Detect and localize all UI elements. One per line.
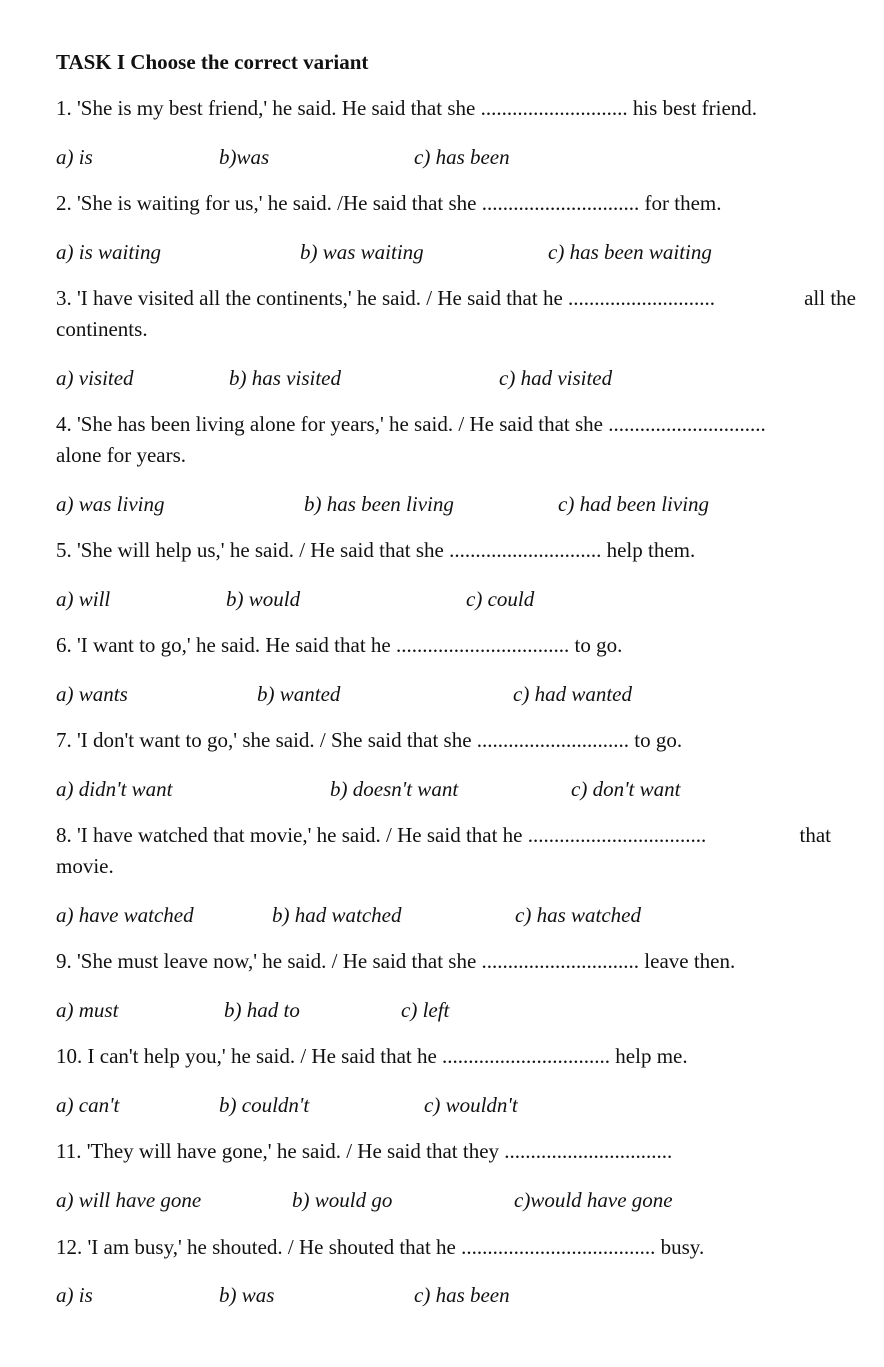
question-8-main: 8. 'I have watched that movie,' he said. / He said that he .................................. bbox=[56, 823, 707, 847]
options-3 bbox=[56, 364, 836, 392]
option-9a[interactable]: a) must bbox=[56, 998, 119, 1022]
option-9c[interactable]: c) left bbox=[401, 998, 450, 1022]
options-6 bbox=[56, 680, 836, 708]
option-1c[interactable]: c) has been bbox=[414, 145, 510, 169]
question-10: 10. I can't help you,' he said. / He said that he ................................ help me. bbox=[56, 1044, 688, 1068]
option-2b[interactable]: b) was waiting bbox=[300, 240, 424, 264]
option-11b[interactable]: b) would go bbox=[292, 1188, 393, 1212]
option-6b[interactable]: b) wanted bbox=[257, 682, 341, 706]
question-4-wrap: alone for years. bbox=[56, 443, 187, 467]
option-4b[interactable]: b) has been living bbox=[304, 492, 454, 516]
option-11a[interactable]: a) will have gone bbox=[56, 1188, 202, 1212]
option-10c[interactable]: c) wouldn't bbox=[424, 1093, 518, 1117]
option-2c[interactable]: c) has been waiting bbox=[548, 240, 712, 264]
option-6a[interactable]: a) wants bbox=[56, 682, 128, 706]
task-title: TASK I Choose the correct variant bbox=[56, 50, 369, 74]
option-3c[interactable]: c) had visited bbox=[499, 366, 613, 390]
option-4a[interactable]: a) was living bbox=[56, 492, 165, 516]
option-3b[interactable]: b) has visited bbox=[229, 366, 341, 390]
question-1: 1. 'She is my best friend,' he said. He said that she ............................ his best friend. bbox=[56, 96, 758, 120]
option-8a[interactable]: a) have watched bbox=[56, 903, 194, 927]
options-10 bbox=[56, 1091, 836, 1119]
option-12b[interactable]: b) was bbox=[219, 1283, 275, 1307]
question-3-end: all the bbox=[804, 286, 856, 310]
question-11: 11. 'They will have gone,' he said. / He said that they ................................ bbox=[56, 1139, 673, 1163]
option-5c[interactable]: c) could bbox=[466, 587, 535, 611]
option-10b[interactable]: b) couldn't bbox=[219, 1093, 310, 1117]
option-1a[interactable]: a) is bbox=[56, 145, 93, 169]
options-4 bbox=[56, 490, 836, 518]
options-1 bbox=[56, 143, 836, 171]
option-2a[interactable]: a) is waiting bbox=[56, 240, 162, 264]
question-3 bbox=[56, 283, 856, 345]
question-12: 12. 'I am busy,' he shouted. / He shouted that he ..................................... busy. bbox=[56, 1235, 705, 1259]
option-9b[interactable]: b) had to bbox=[224, 998, 300, 1022]
option-4c[interactable]: c) had been living bbox=[558, 492, 710, 516]
option-5a[interactable]: a) will bbox=[56, 587, 111, 611]
question-7: 7. 'I don't want to go,' she said. / She said that she ............................. to go. bbox=[56, 728, 683, 752]
option-12c[interactable]: c) has been bbox=[414, 1283, 510, 1307]
option-11c[interactable]: c)would have gone bbox=[514, 1188, 673, 1212]
option-10a[interactable]: a) can't bbox=[56, 1093, 120, 1117]
options-8 bbox=[56, 901, 836, 929]
option-7c[interactable]: c) don't want bbox=[571, 777, 681, 801]
options-11 bbox=[56, 1186, 836, 1214]
question-8-wrap: movie. bbox=[56, 854, 114, 878]
option-8b[interactable]: b) had watched bbox=[272, 903, 402, 927]
question-4-main: 4. 'She has been living alone for years,' he said. / He said that she .............................. bbox=[56, 412, 766, 436]
question-3-wrap: continents. bbox=[56, 317, 148, 341]
option-1b[interactable]: b)was bbox=[219, 145, 270, 169]
question-2: 2. 'She is waiting for us,' he said. /He said that she .............................. for them. bbox=[56, 191, 722, 215]
question-4 bbox=[56, 409, 856, 471]
options-9 bbox=[56, 996, 836, 1024]
question-5: 5. 'She will help us,' he said. / He said that she ............................. help them. bbox=[56, 538, 696, 562]
question-6: 6. 'I want to go,' he said. He said that he ................................. to go. bbox=[56, 633, 623, 657]
option-8c[interactable]: c) has watched bbox=[515, 903, 641, 927]
option-6c[interactable]: c) had wanted bbox=[513, 682, 632, 706]
options-12 bbox=[56, 1281, 836, 1309]
question-8 bbox=[56, 820, 856, 882]
options-5 bbox=[56, 585, 836, 613]
option-12a[interactable]: a) is bbox=[56, 1283, 93, 1307]
question-9: 9. 'She must leave now,' he said. / He said that she .............................. leave then. bbox=[56, 949, 736, 973]
option-7b[interactable]: b) doesn't want bbox=[330, 777, 459, 801]
options-2 bbox=[56, 238, 836, 266]
option-7a[interactable]: a) didn't want bbox=[56, 777, 173, 801]
option-3a[interactable]: a) visited bbox=[56, 366, 134, 390]
question-3-main: 3. 'I have visited all the continents,' he said. / He said that he ............................ bbox=[56, 286, 716, 310]
question-8-end: that bbox=[799, 823, 831, 847]
option-5b[interactable]: b) would bbox=[226, 587, 301, 611]
options-7 bbox=[56, 775, 836, 803]
